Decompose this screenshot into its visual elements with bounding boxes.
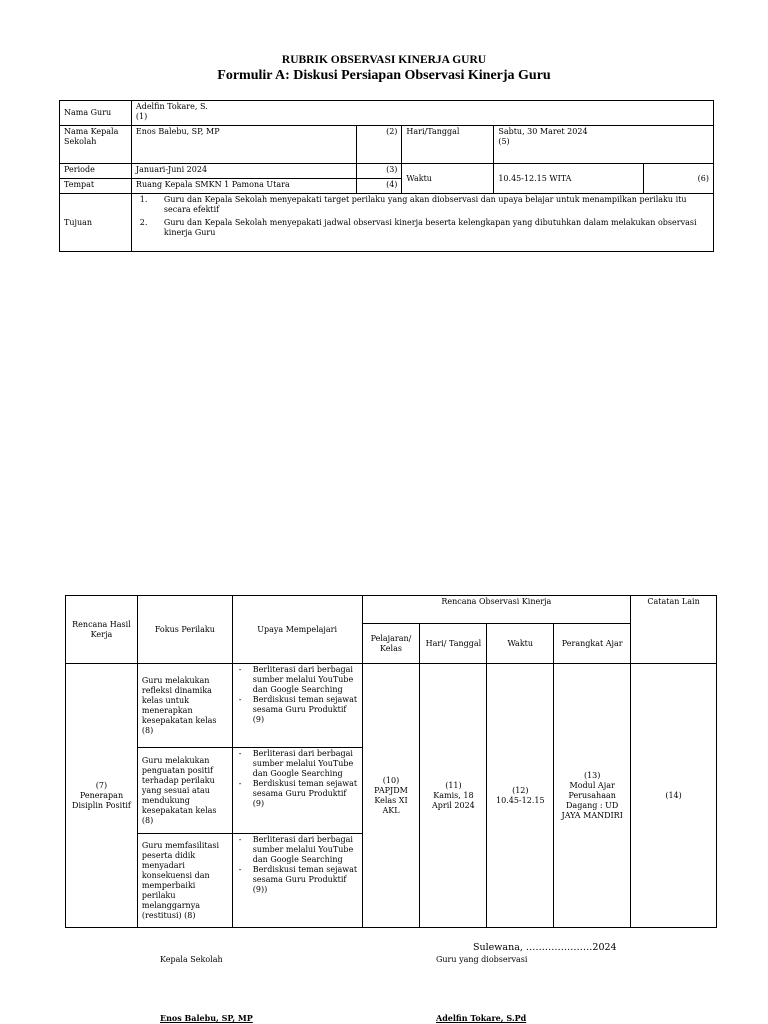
upaya-cell bbox=[232, 664, 362, 748]
hari-num: (5) bbox=[498, 137, 510, 146]
hari-value: Sabtu, 30 Maret 2024 bbox=[498, 127, 588, 136]
upaya-item: - Berdiskusi teman sejawat sesama Guru Produktif (9)) bbox=[237, 865, 358, 895]
header-rencana: Rencana Hasil Kerja bbox=[66, 596, 138, 664]
nama-guru-cell bbox=[131, 101, 713, 126]
upaya-cell bbox=[232, 834, 362, 928]
periode-label: Periode bbox=[60, 164, 132, 179]
hari-num: (11) bbox=[445, 780, 462, 790]
tujuan-cell bbox=[131, 194, 713, 252]
tempat-num: (4) bbox=[357, 179, 402, 194]
info-table bbox=[59, 100, 714, 252]
upaya-item: - Berdiskusi teman sejawat sesama Guru Produktif (9) bbox=[237, 779, 358, 809]
waktu-num: (6) bbox=[644, 164, 714, 194]
fokus-item: Guru memfasilitasi peserta didik menyadari konsekuensi dan memperbaiki perilaku melanggarnya (restitusi) (8) bbox=[137, 834, 232, 928]
kepala-num: (2) bbox=[357, 126, 402, 164]
pelajaran-text: PAPJDM Kelas XI AKL bbox=[374, 785, 408, 815]
tempat-label: Tempat bbox=[60, 179, 132, 194]
document-title: RUBRIK OBSERVASI KINERJA GURU bbox=[281, 54, 487, 66]
pelajaran-cell bbox=[362, 664, 420, 928]
perangkat-text: Modul Ajar Perusahaan Dagang : UD JAYA MANDIRI bbox=[561, 780, 623, 820]
hari-cell bbox=[494, 126, 714, 164]
left-signer-name: Enos Balebu, SP, MP bbox=[160, 1013, 253, 1023]
rencana-cell bbox=[66, 664, 138, 928]
rencana-text: Penerapan Disiplin Positif bbox=[72, 790, 131, 810]
document-subtitle: Formulir A: Diskusi Persiapan Observasi Kinerja Guru bbox=[217, 68, 551, 83]
right-signer-name: Adelfin Tokare, S.Pd bbox=[436, 1013, 527, 1023]
waktu-cell bbox=[487, 664, 554, 928]
upaya-item: - Berdiskusi teman sejawat sesama Guru Produktif (9) bbox=[237, 695, 358, 725]
waktu-text: 10.45-12.15 bbox=[496, 795, 545, 805]
periode-value: Januari-Juni 2024 bbox=[131, 164, 357, 179]
header-observasi: Rencana Observasi Kinerja bbox=[362, 596, 631, 624]
catatan-num: (14) bbox=[631, 664, 717, 928]
perangkat-num: (13) bbox=[583, 770, 601, 780]
header-fokus: Fokus Perilaku bbox=[137, 596, 232, 664]
kepala-value: Enos Balebu, SP, MP bbox=[131, 126, 357, 164]
fokus-item: Guru melakukan penguatan positif terhadap perilaku yang sesuai atau mendukung kesepakatan kelas (8) bbox=[137, 748, 232, 834]
tujuan-list bbox=[136, 195, 709, 238]
tujuan-label: Tujuan bbox=[60, 194, 132, 252]
header-hari: Hari/ Tanggal bbox=[420, 624, 487, 664]
hari-label: Hari/Tanggal bbox=[402, 126, 494, 164]
right-signer-role: Guru yang diobservasi bbox=[436, 955, 528, 964]
tujuan-item: 1. Guru dan Kepala Sekolah menyepakati target perilaku yang akan diobservasi dan upaya belajar untuk menampilkan perilaku itu secara efektif bbox=[150, 195, 709, 215]
nama-guru-label: Nama Guru bbox=[60, 101, 132, 126]
waktu-num: (12) bbox=[512, 785, 529, 795]
waktu-value: 10.45-12.15 WITA bbox=[494, 164, 644, 194]
rencana-num: (7) bbox=[95, 780, 108, 790]
hari-cell bbox=[420, 664, 487, 928]
upaya-item: - Berliterasi dari berbagai sumber melalui YouTube dan Google Searching bbox=[237, 835, 358, 865]
header-perangkat: Perangkat Ajar bbox=[554, 624, 631, 664]
fokus-item: Guru melakukan refleksi dinamika kelas untuk menerapkan kesepakatan kelas (8) bbox=[137, 664, 232, 748]
header-catatan: Catatan Lain bbox=[631, 596, 717, 664]
upaya-item: - Berliterasi dari berbagai sumber melalui YouTube dan Google Searching bbox=[237, 749, 358, 779]
waktu-label: Waktu bbox=[402, 164, 494, 194]
periode-num: (3) bbox=[357, 164, 402, 179]
nama-guru-value: Adelfin Tokare, S. bbox=[135, 102, 208, 111]
header-waktu: Waktu bbox=[487, 624, 554, 664]
left-signer-role: Kepala Sekolah bbox=[160, 955, 223, 964]
nama-guru-num: (1) bbox=[135, 112, 148, 121]
pelajaran-num: (10) bbox=[382, 775, 400, 785]
place-date: Sulewana, …………………2024 bbox=[473, 942, 617, 953]
header-pelajaran: Pelajaran/ Kelas bbox=[362, 624, 420, 664]
tempat-value: Ruang Kepala SMKN 1 Pamona Utara bbox=[131, 179, 357, 194]
perangkat-cell bbox=[554, 664, 631, 928]
kepala-label: Nama Kepala Sekolah bbox=[60, 126, 132, 164]
plan-table bbox=[65, 595, 717, 928]
hari-text: Kamis, 18 April 2024 bbox=[432, 790, 475, 810]
upaya-cell bbox=[232, 748, 362, 834]
tujuan-item: 2. Guru dan Kepala Sekolah menyepakati jadwal observasi kinerja beserta kelengkapan yang dibutuhkan dalam melakukan observasi kinerja Guru bbox=[150, 218, 709, 238]
header-upaya: Upaya Mempelajari bbox=[232, 596, 362, 664]
upaya-item: - Berliterasi dari berbagai sumber melalui YouTube dan Google Searching bbox=[237, 665, 358, 695]
